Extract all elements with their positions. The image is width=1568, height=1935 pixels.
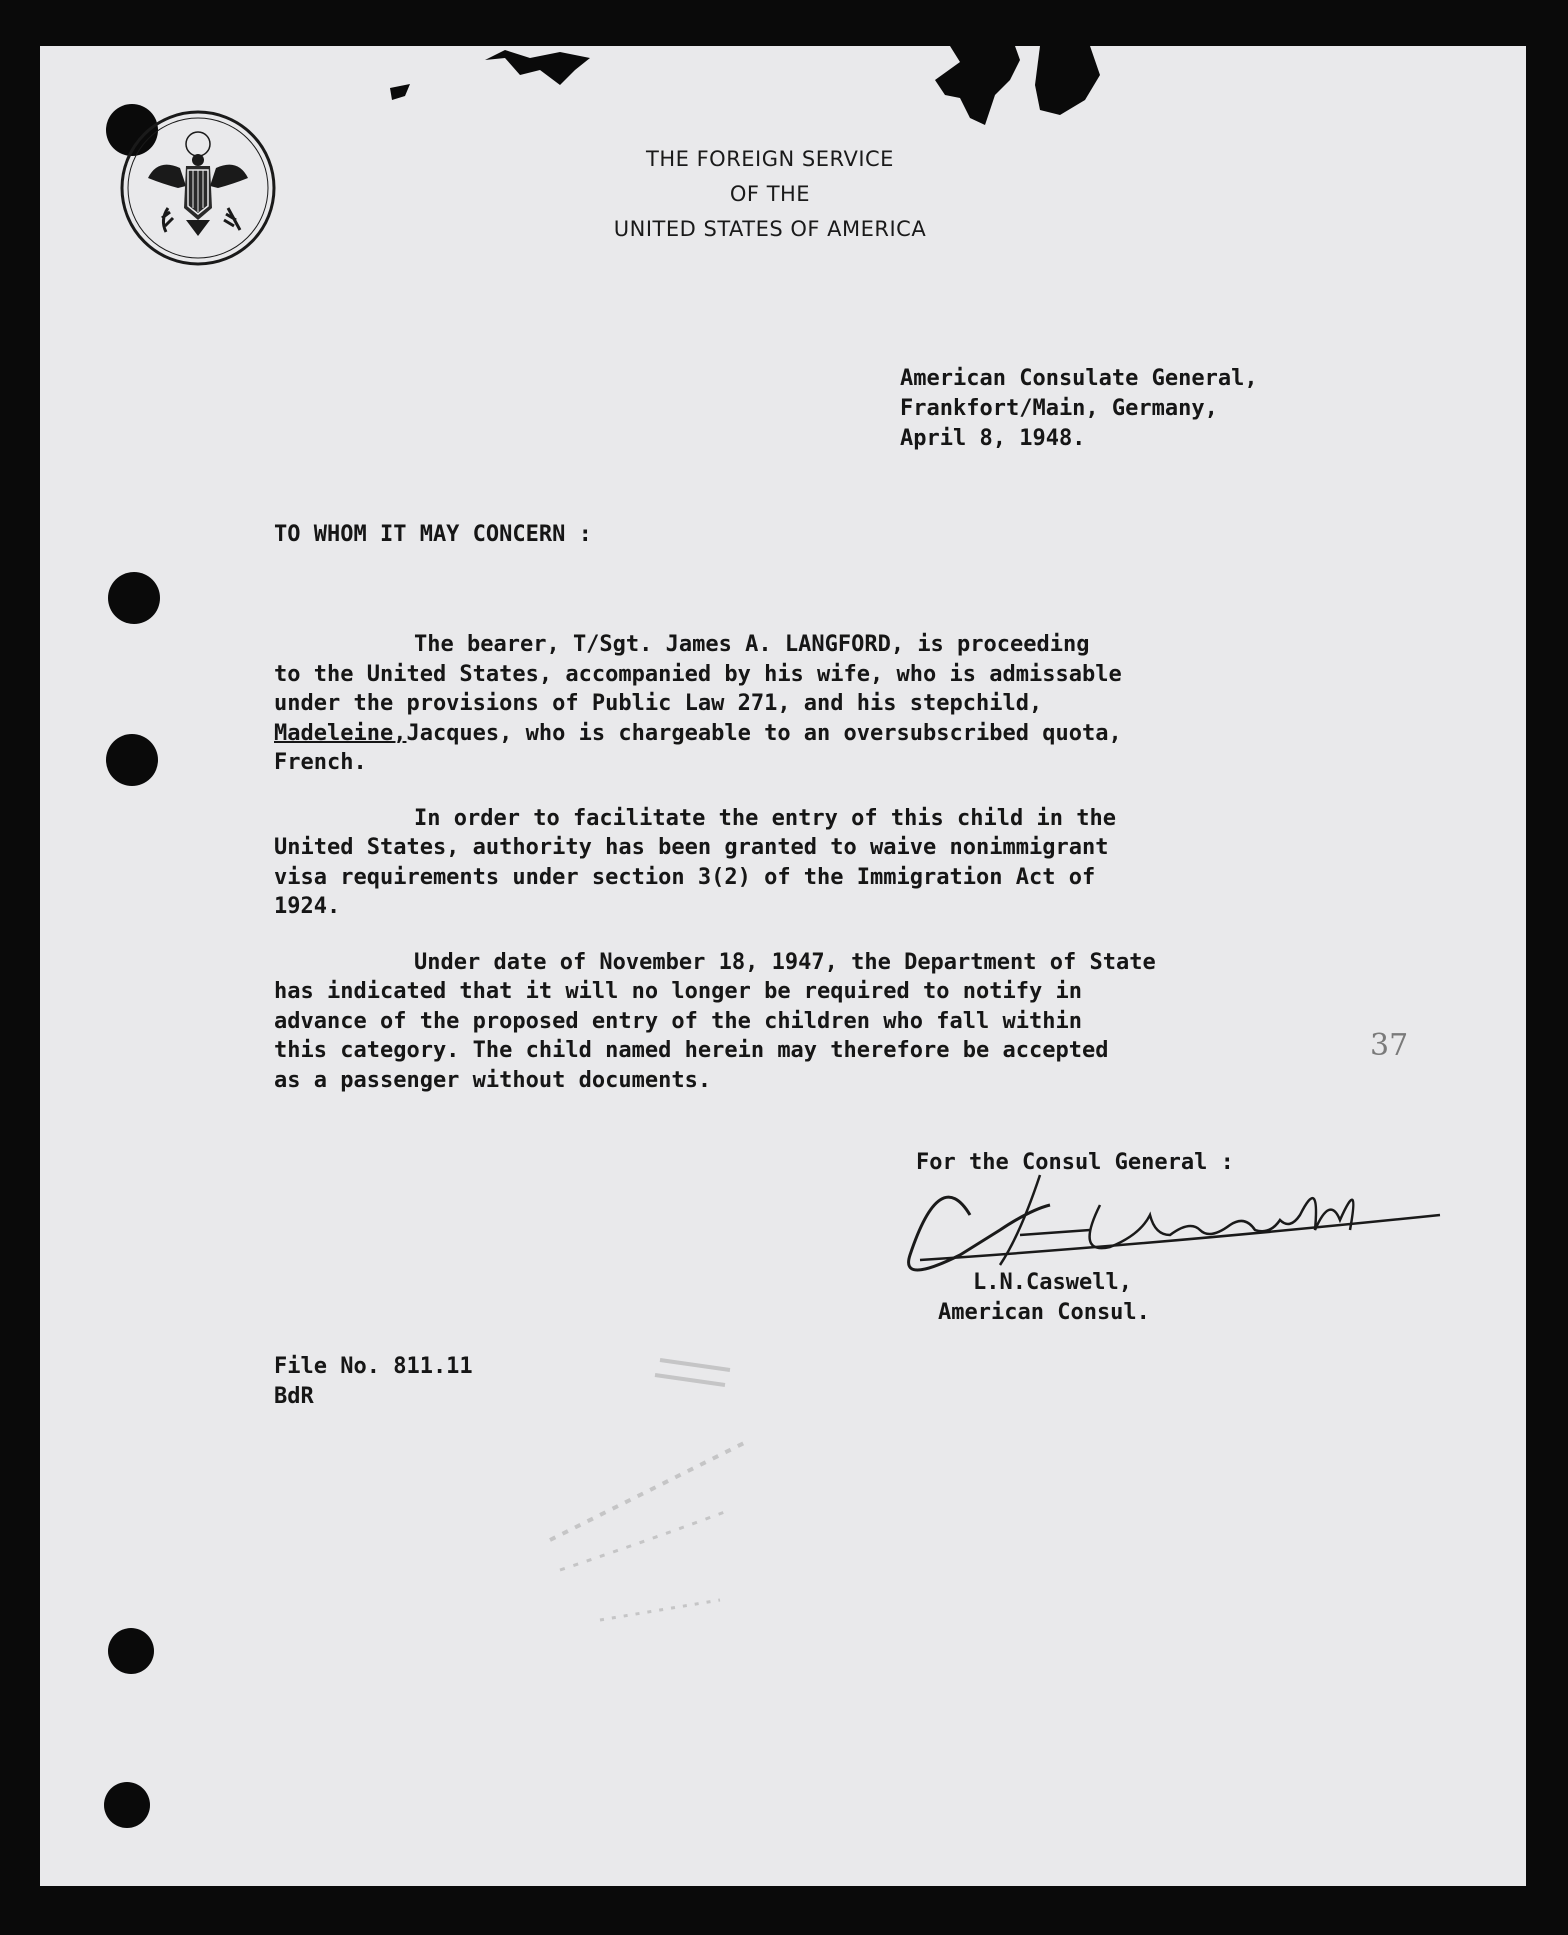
file-number: File No. 811.11 bbox=[274, 1354, 473, 1379]
signer-title: American Consul. bbox=[938, 1300, 1150, 1325]
file-initials: BdR bbox=[274, 1384, 314, 1409]
body-line: under the provisions of Public Law 271, and his stepchild, bbox=[274, 691, 1043, 716]
page-number: 37 bbox=[1370, 1028, 1409, 1063]
body-paragraph bbox=[274, 948, 1354, 1096]
punch-hole bbox=[104, 1782, 150, 1828]
body-line: visa requirements under section 3(2) of the Immigration Act of bbox=[274, 864, 1096, 890]
signer-name: L.N.Caswell, bbox=[973, 1270, 1132, 1295]
body-line: Jacques, who is chargeable to an oversubscribed quota, bbox=[406, 720, 1122, 746]
letterhead bbox=[520, 142, 1020, 247]
address-line: Frankfort/Main, Germany, bbox=[900, 396, 1218, 421]
body-line: 1924. bbox=[274, 894, 341, 919]
letterhead-line: THE FOREIGN SERVICE bbox=[646, 147, 894, 171]
body-line: as a passenger without documents. bbox=[274, 1067, 712, 1093]
body-line: The bearer, T/Sgt. James A. LANGFORD, is proceeding bbox=[414, 632, 1090, 657]
salutation: TO WHOM IT MAY CONCERN : bbox=[274, 522, 592, 547]
body-line: has indicated that it will no longer be required to notify in bbox=[274, 979, 1082, 1004]
signer-block bbox=[938, 1268, 1150, 1328]
body-paragraph bbox=[274, 630, 1354, 778]
letterhead-line: UNITED STATES OF AMERICA bbox=[613, 217, 927, 241]
handwritten-signature bbox=[900, 1135, 1460, 1285]
body-line: French. bbox=[274, 750, 367, 775]
closing-line: For the Consul General : bbox=[916, 1150, 1234, 1175]
consulate-address bbox=[900, 364, 1258, 454]
body-line: advance of the proposed entry of the children who fall within bbox=[274, 1008, 1082, 1034]
file-reference bbox=[274, 1352, 473, 1412]
body-line: this category. The child named herein may therefore be accepted bbox=[274, 1038, 1109, 1063]
body-paragraph bbox=[274, 804, 1354, 922]
letterhead-line: OF THE bbox=[729, 182, 811, 206]
punch-hole bbox=[108, 1628, 154, 1674]
body-line: to the United States, accompanied by his wife, who is admissable bbox=[274, 661, 1122, 687]
body-line: United States, authority has been granted to waive nonimmigrant bbox=[274, 835, 1109, 860]
letter-body bbox=[274, 630, 1354, 1121]
faded-stamp-icon bbox=[530, 1340, 780, 1640]
child-name: Madeleine, bbox=[274, 720, 407, 746]
punch-hole bbox=[108, 572, 160, 624]
body-line: In order to facilitate the entry of this child in the bbox=[414, 805, 1116, 831]
great-seal-icon bbox=[118, 108, 278, 268]
letter-date: April 8, 1948. bbox=[900, 426, 1086, 451]
punch-hole bbox=[106, 734, 158, 786]
address-line: American Consulate General, bbox=[900, 366, 1258, 391]
body-line: Under date of November 18, 1947, the Department of State bbox=[414, 949, 1156, 975]
